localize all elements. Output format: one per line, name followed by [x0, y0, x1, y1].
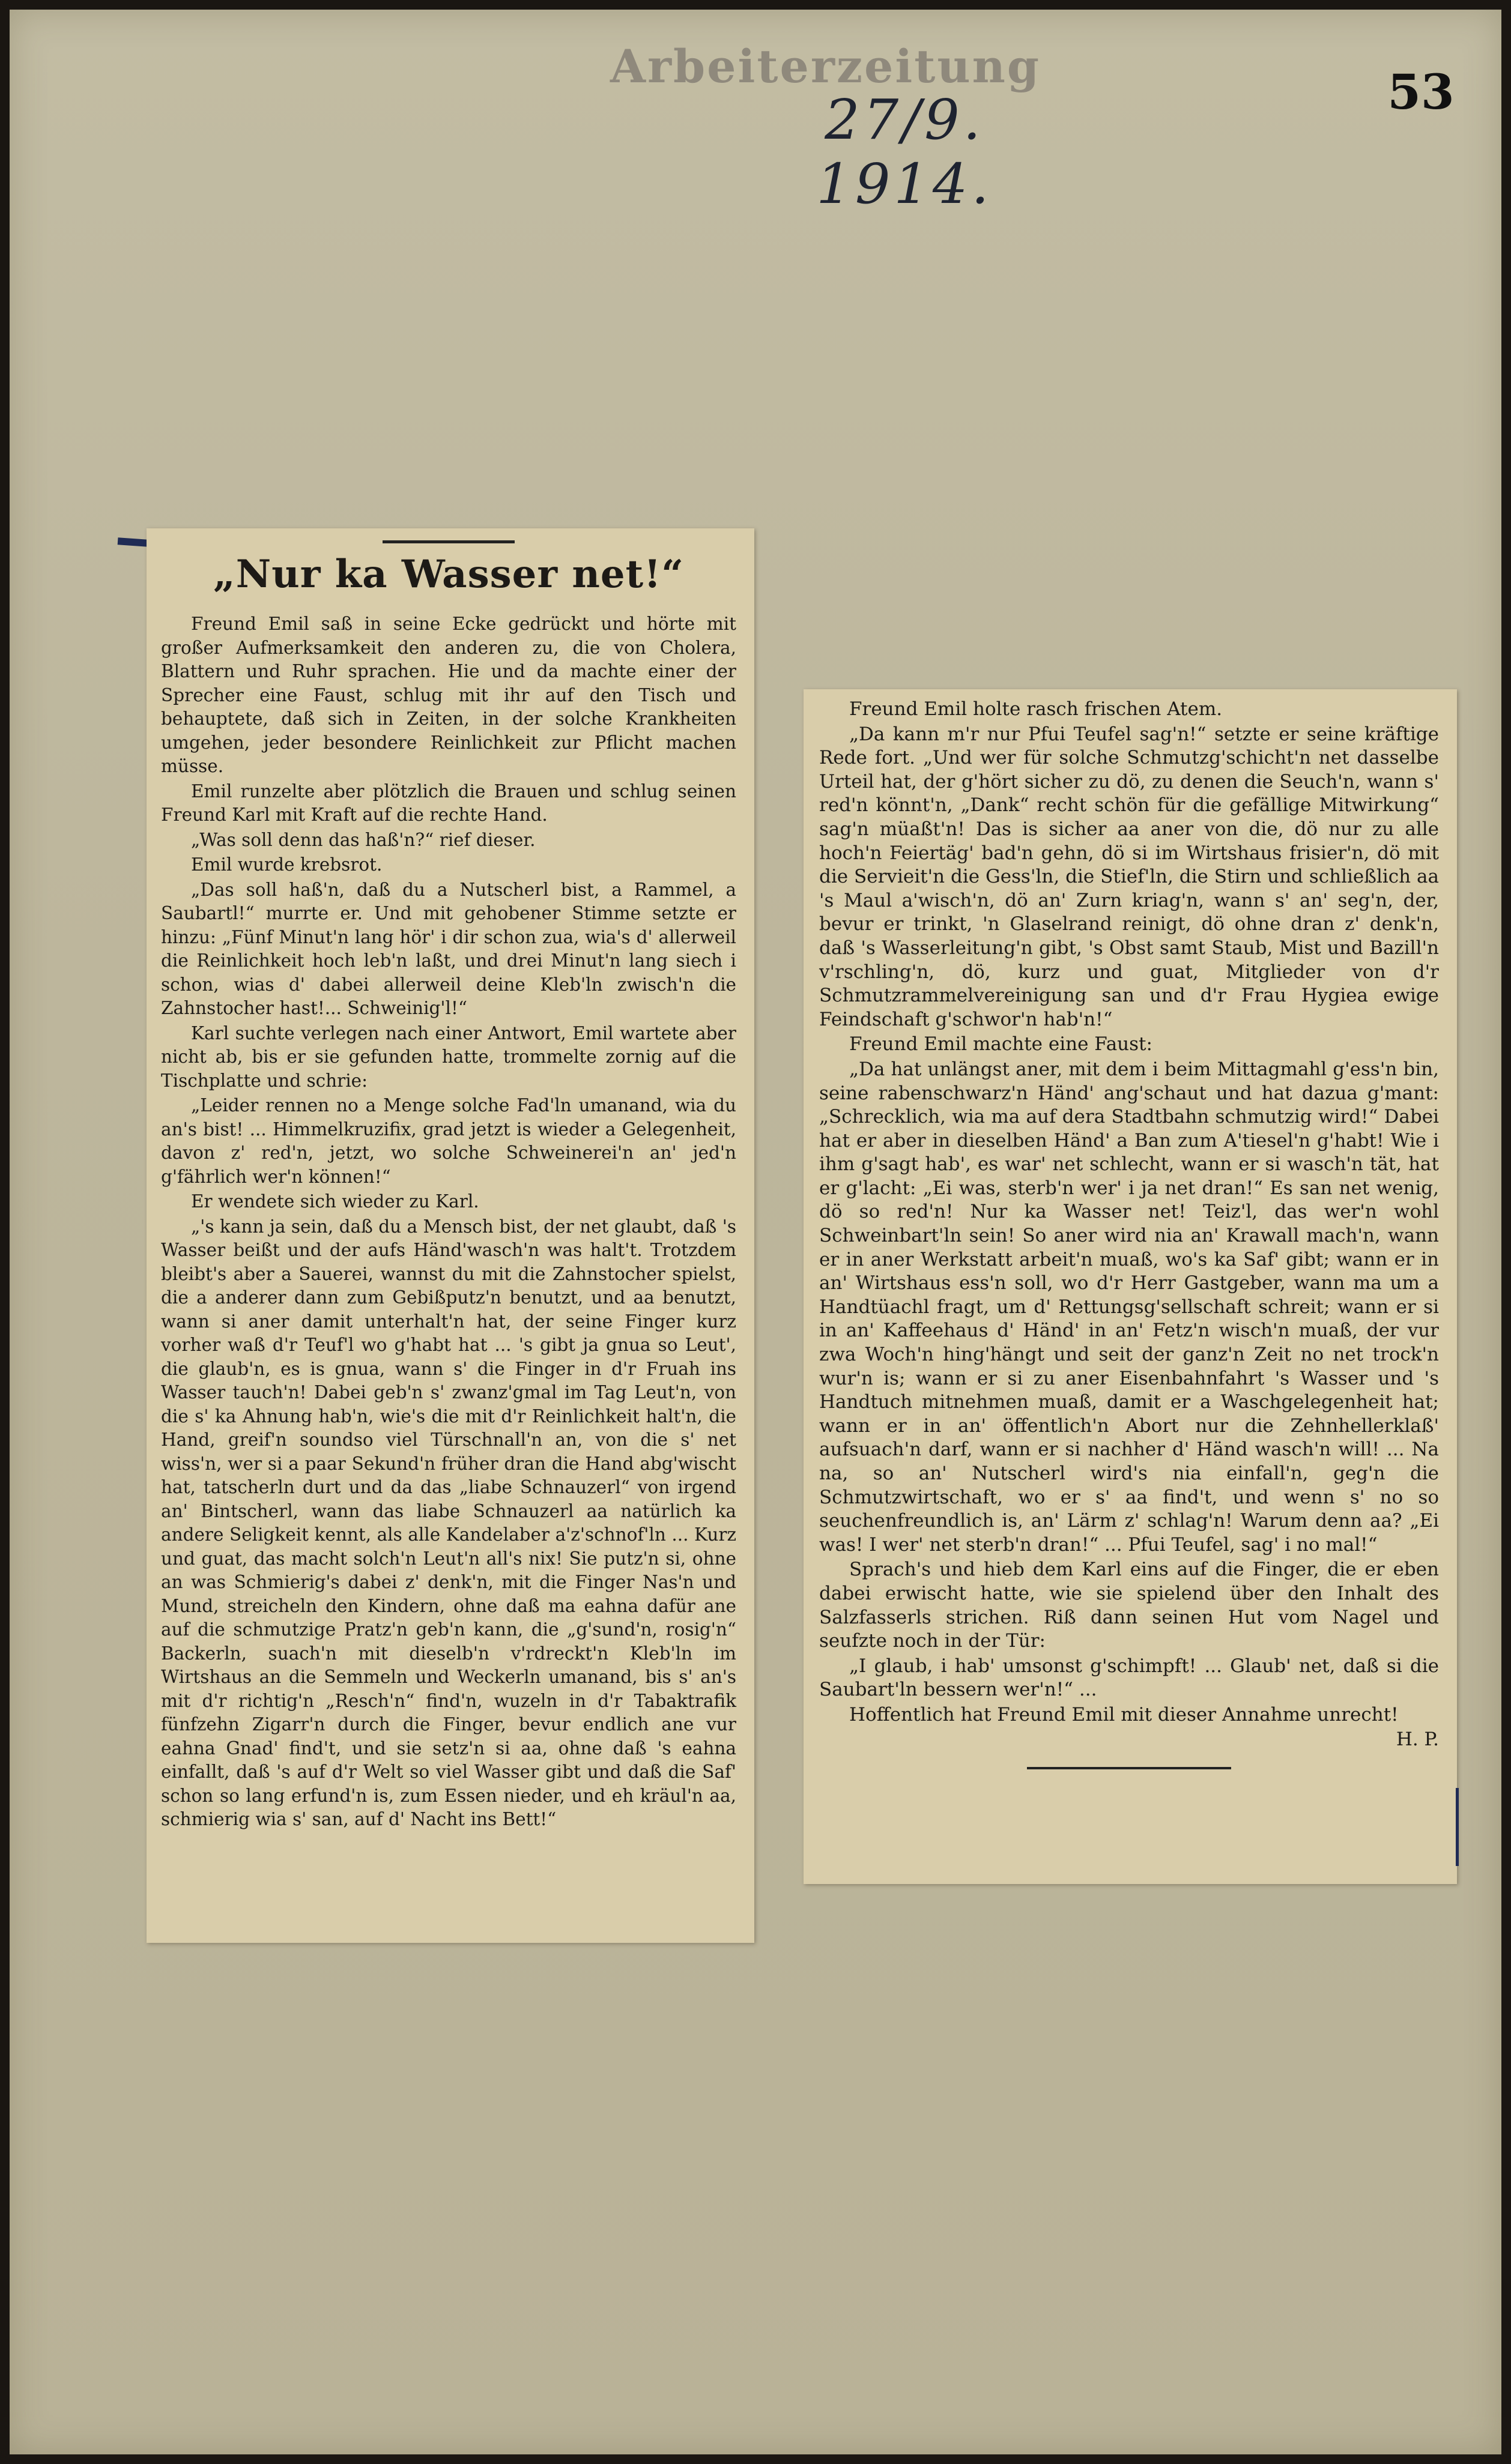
clipping-left-column [147, 528, 754, 1943]
paragraph: „Leider rennen no a Menge solche Fad'ln umanand, wia du an's bist! ... Himmelkruzifix, grad jetzt is wieder a Gelegenheit, davon z' red'n, jetzt, wo solche Schweinerei'n an' jed'n g'fährlich wer'n können!“ [161, 1095, 736, 1187]
handwritten-date: 27/9. 1914. [816, 88, 993, 216]
paragraph: „Da hat unlängst aner, mit dem i beim Mittagmahl g'ess'n bin, seine rabenschwarz'n Händ' ang'schaut und hat dazua g'mant: „Schrecklich, wia ma auf dera Stadtbahn schmutzig wird!“ Dabei hat er aber in dieselben Händ' a Ban zum A'tiesel'n g'habt! Wie i ihm g'sagt hab', es war' net schlecht, wann er si wasch'n tät, hat er g'lacht: „Ei was, sterb'n wer' i ja net dran!“ Es san net wenig, dö so red'n! Nur ka Wasser net! Teiz'l, das wer'n wohl Schweinbart'ln sein! So aner wird nia an' Krawall mach'n, wann er in aner Werkstatt arbeit'n muaß, wo's ka Saf' gibt; wann er in an' Wirtshaus ess'n soll, wo d'r Herr Gastgeber, wann ma um a Handtüachl fragt, um d' Rettungsg'sellschaft schreit; wann er si in an' Kaffeehaus d' Händ' in an' Fetz'n wisch'n muaß, der vur zwa Woch'n hing'hängt und seit der ganz'n Zeit no net trock'n wur'n is; wann er si zu aner Eisenbahnfahrt 's Wasser und 's Handtuch mitnehmen muaß, damit er a Waschgelegenheit hat; wann er in an' öffentlich'n Abort nur die Zehnhellerklaß' aufsuach'n darf, wann er si nachher d' Händ wasch'n will! ... Na na, so an' Nutscherl wird's nia einfall'n, geg'n die Schmutzwirtschaft, wo er s' aa find't, und wenn s' no so seuchenfreundlich is, an' Lärm z' schlag'n! Warum denn aa? „Ei was! I wer' net sterb'n dran!“ ... Pfui Teufel, sag' i no mal!“ [819, 1058, 1439, 1556]
paragraph: Karl suchte verlegen nach einer Antwort, Emil wartete aber nicht ab, bis er sie gefunden hatte, trommelte zornig auf die Tischplatte und schrie: [161, 1022, 736, 1091]
article-title: „Nur ka Wasser net!“ [213, 552, 685, 597]
paragraph: Emil runzelte aber plötzlich die Brauen und schlug seinen Freund Karl mit Kraft auf die rechte Hand. [161, 781, 736, 825]
newspaper-stamp: Arbeiterzeitung [610, 40, 1041, 93]
paragraph: „Das soll haß'n, daß du a Nutscherl bist, a Rammel, a Saubartl!“ murrte er. Und mit gehobener Stimme setzte er hinzu: „Fünf Minut'n lang hör' i dir schon zua, wia's d' allerweil die Reinlichkeit hoch leb'n laßt, und drei Minut'n lang siech i schon, wias d' dabei allerweil deine Kleb'ln zwisch'n die Zahnstocher hast!... Schweinig'l!“ [161, 879, 736, 1018]
paragraph: „Da kann m'r nur Pfui Teufel sag'n!“ setzte er seine kräftige Rede fort. „Und wer für solche Schmutzg'schicht'n net dasselbe Urteil hat, der g'hört sicher zu dö, zu denen die Seuch'n, wann s' red'n könnt'n, „Dank“ recht schön für die gefällige Mitwirkung“ sag'n müaßt'n! Das is sicher aa aner von die, dö nur zu alle hoch'n Feiertäg' bad'n gehn, dö si im Wirtshaus frisier'n, dö mit die Servieit'n die Gess'ln, die Stief'ln, die Stirn und schließlich aa 's Maul a'wisch'n, dö an' Zurn kriag'n, wann s' an' seg'n, der, bevur er trinkt, 'n Glaselrand reinigt, dö ohne dran z' denk'n, daß 's Wasserleitung'n gibt, 's Obst samt Staub, Mist und Bazill'n v'rschling'n, dö, kurz und guat, Mitglieder von d'r Schmutzrammelvereinigung san und d'r Frau Hygiea ewige Feindschaft g'schwor'n hab'n!“ [819, 723, 1439, 1030]
paragraph: Freund Emil machte eine Faust: [849, 1033, 1152, 1055]
end-rule [1027, 1767, 1231, 1769]
paragraph: „I glaub, i hab' umsonst g'schimpft! ... Glaub' net, daß si die Saubart'ln bessern wer'n!“ ... [819, 1655, 1439, 1701]
right-column-text [819, 698, 1439, 1727]
pen-margin-mark [1456, 1788, 1459, 1866]
paragraph: „'s kann ja sein, daß du a Mensch bist, der net glaubt, daß 's Wasser beißt und der aufs Händ'wasch'n was halt't. Trotzdem bleibt's aber a Sauerei, wannst du mit die Zahnstocher spielst, die a anderer dann zum Gebißputz'n benutzt, und aa benutzt, wann si aner damit unterhalt'n hat, der seine Finger kurz vorher waß d'r Teuf'l wo g'habt hat ... 's gibt ja gnua so Leut', die glaub'n, es is gnua, wann s' die Finger in d'r Fruah ins Wasser tauch'n! Dabei geb'n s' zwanz'gmal im Tag Leut'n, von die s' ka Ahnung hab'n, wie's die mit d'r Reinlichkeit halt'n, die Hand, greif'n soundso viel Türschnall'n an, von die s' net wiss'n, wer si a paar Sekund'n früher dran die Hand abg'wischt hat, tatscherln durt und da das „liabe Schnauzerl“ von irgend an' Bintscherl, wann das liabe Schnauzerl aa natürlich ka andere Seligkeit kennt, als alle Kandelaber a'z'schnof'ln ... Kurz und guat, das macht solch'n Leut'n all's nix! Sie putz'n si, ohne an was Schmierig's dabei z' denk'n, mit die Finger Nas'n und Mund, streicheln den Kindern, ohne daß ma eahna dafür ane auf die schmutzige Pratz'n geb'n kann, die „g'sund'n, rosig'n“ Backerln, suach'n mit dieselb'n v'rdreckt'n Kleb'ln im Wirtshaus an die Semmeln und Weckerln umanand, bis s' an's mit d'r richtig'n „Resch'n“ find'n, wuzeln in d'r Tabaktrafik fünfzehn Zigarr'n durch die Finger, bevur endlich ane vur eahna Gnad' find't, und sie setz'n si aa, ohne daß 's eahna einfallt, daß 's auf d'r Welt so viel Wasser gibt und daß die Saf' schon so lang erfund'n is, zum Essen nieder, und eh kräul'n aa, schmierig wia s' san, auf d' Nacht ins Bett!“ [161, 1216, 736, 1829]
paragraph: „Was soll denn das haß'n?“ rief dieser. [191, 829, 536, 850]
clipping-right-column [804, 689, 1457, 1884]
top-rule [383, 540, 515, 543]
paragraph: Hoffentlich hat Freund Emil mit dieser Annahme unrecht! [849, 1703, 1399, 1726]
paragraph: Freund Emil saß in seine Ecke gedrückt und hörte mit großer Aufmerksamkeit den anderen zu, die von Cholera, Blattern und Ruhr sprachen. Hie und da machte einer der Sprecher eine Faust, schlug mit ihr auf den Tisch und behauptete, daß sich in Zeiten, in der solche Krankheiten umgehen, jeder besondere Reinlichkeit zur Pflicht machen müsse. [161, 614, 736, 776]
paragraph: Sprach's und hieb dem Karl eins auf die Finger, die er eben dabei erwischt hatte, wie sie spielend über den Inhalt des Salzfasserls strichen. Riß dann seinen Hut vom Nagel und seufzte noch in der Tür: [819, 1559, 1439, 1652]
author-signature: H. P. [1396, 1728, 1439, 1750]
paragraph: Emil wurde krebsrot. [191, 854, 383, 875]
page-number: 53 [1387, 64, 1455, 120]
paragraph: Er wendete sich wieder zu Karl. [191, 1191, 479, 1212]
paragraph: Freund Emil holte rasch frischen Atem. [849, 698, 1223, 720]
left-column-text [161, 612, 736, 1832]
